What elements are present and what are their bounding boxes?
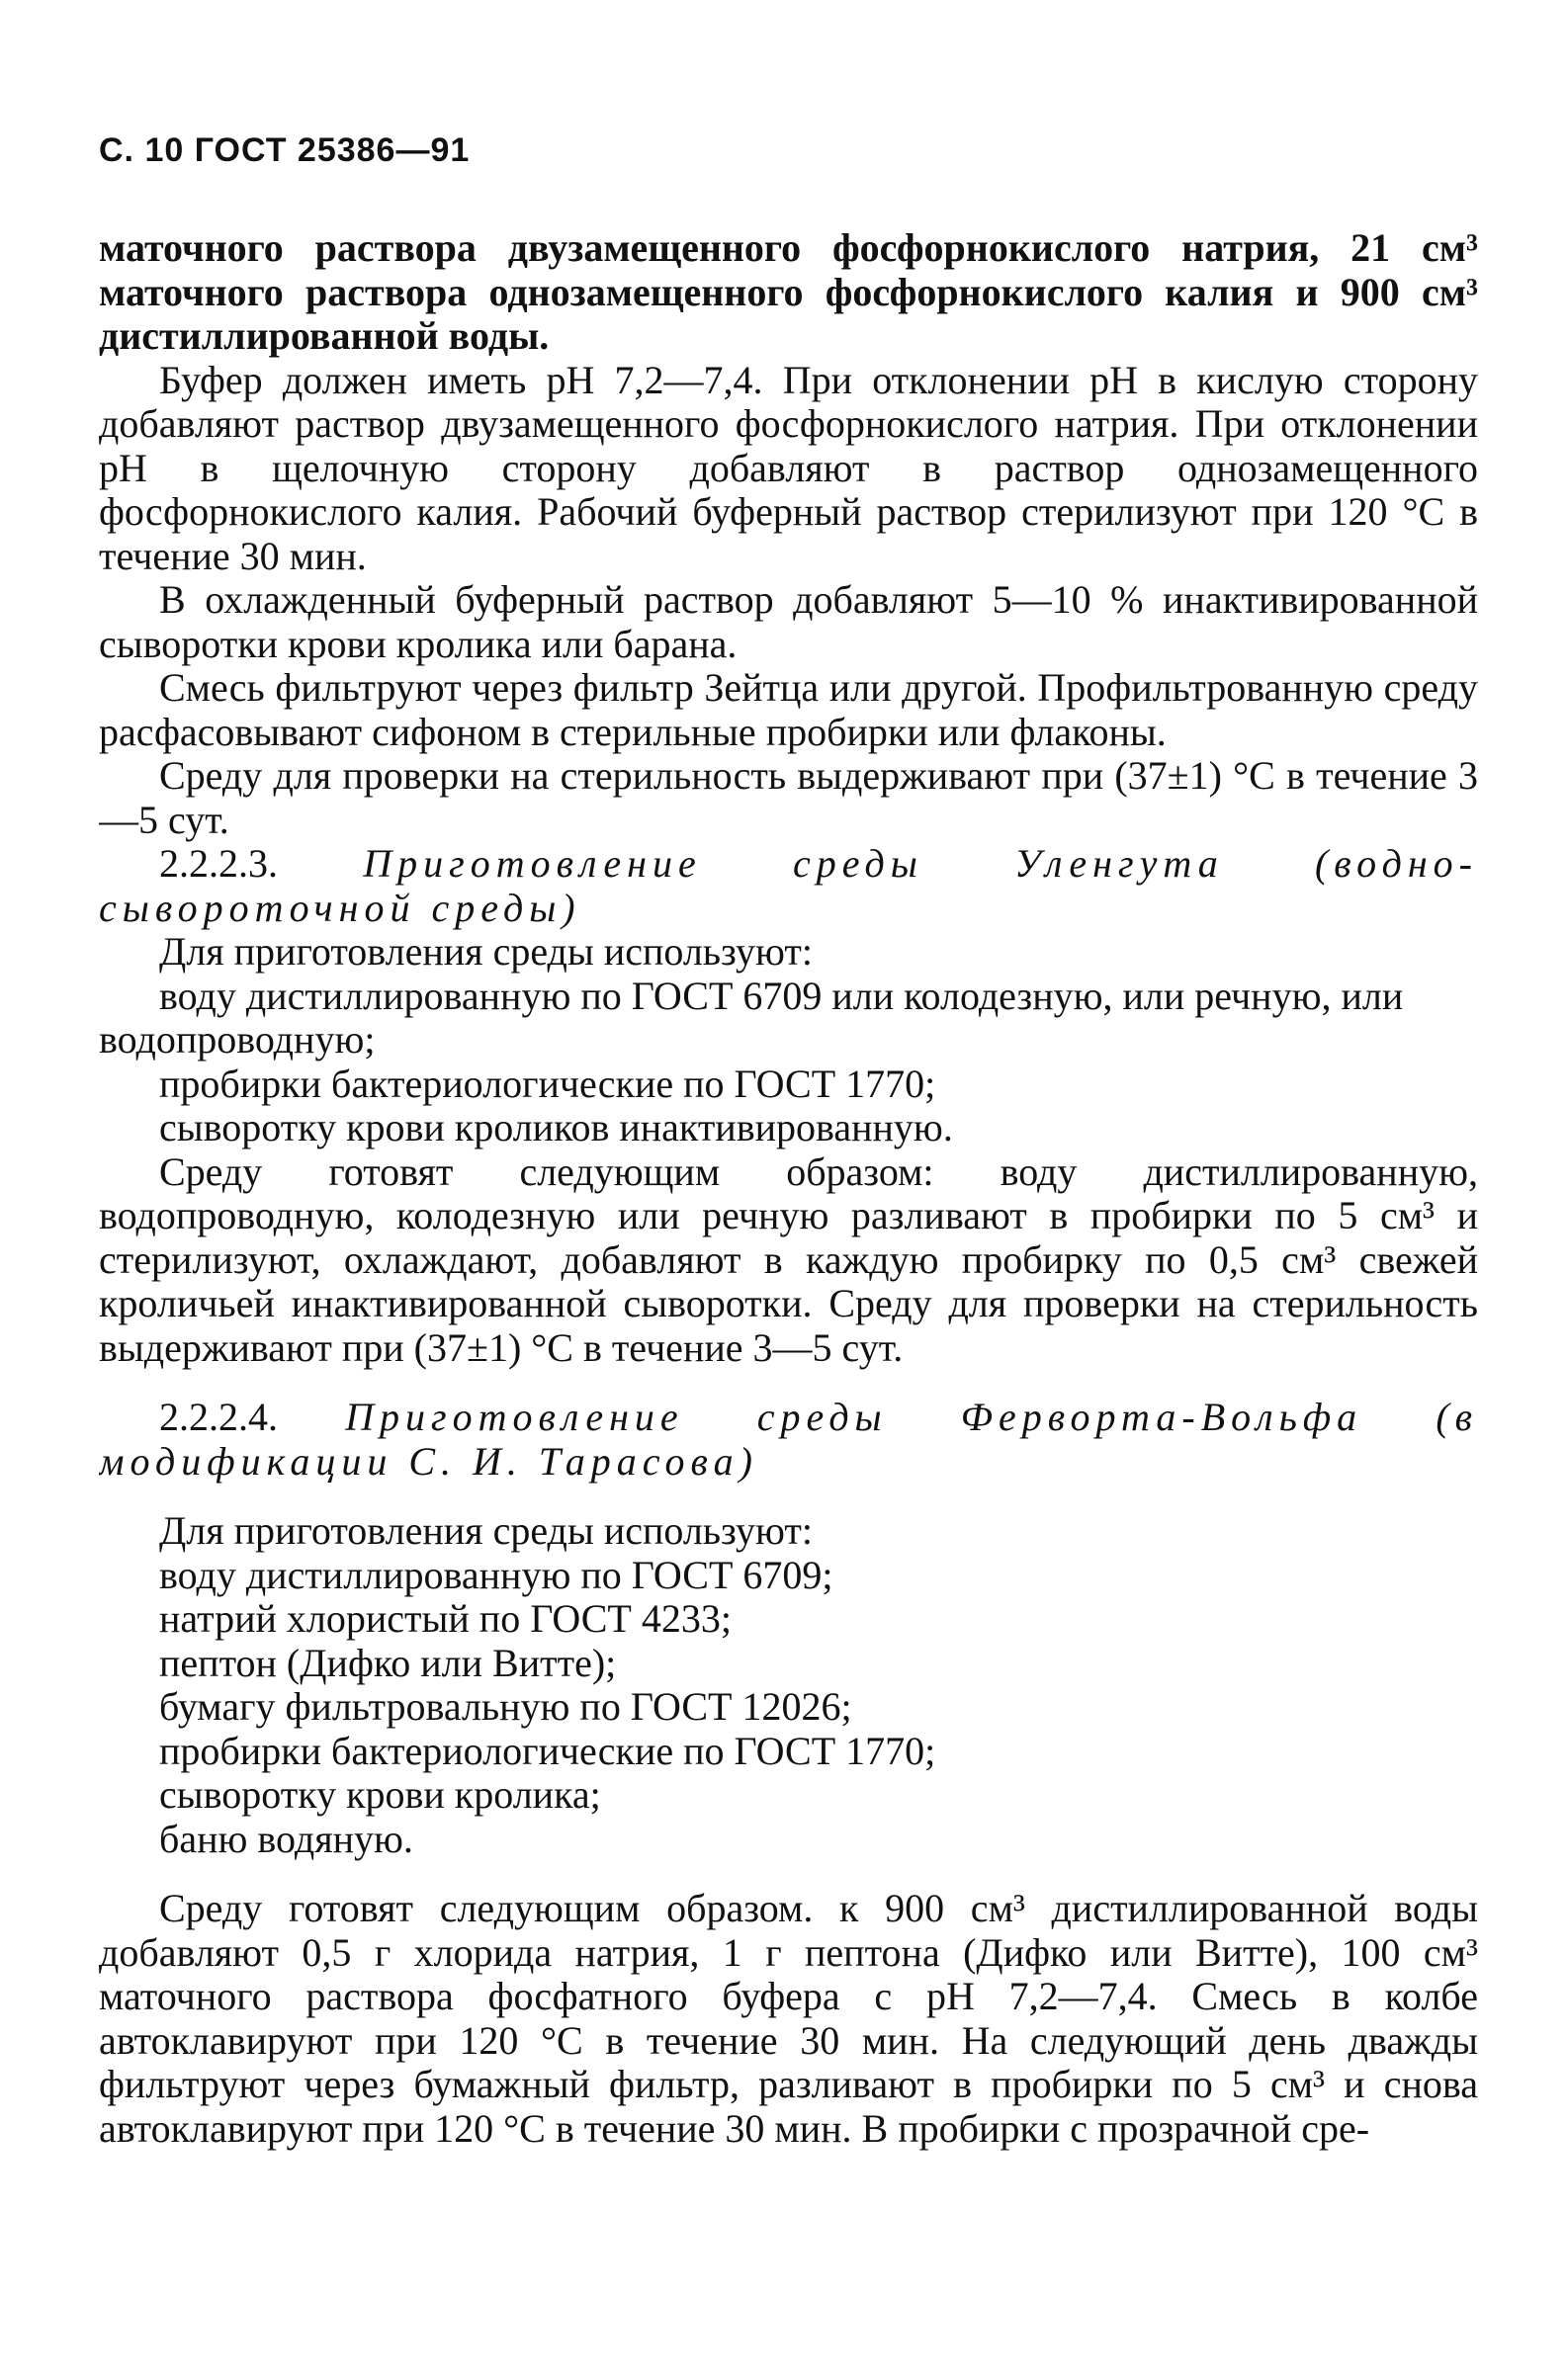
page-header: С. 10 ГОСТ 25386—91 (99, 131, 471, 169)
paragraph-filtering: Смесь фильтруют через фильтр Зейтца или другой. Профильтрованную среду расфасовывают сифоном в стерильные пробирки или флаконы. (99, 665, 1478, 754)
list-intro: Для приготовления среды используют: (159, 929, 813, 974)
section-2223-heading (99, 842, 1478, 930)
section-2224-materials (99, 1509, 1478, 1861)
list-item: воду дистиллированную по ГОСТ 6709 или колодезную, или речную, или водопроводную; (99, 973, 1404, 1062)
section-2224-heading (99, 1396, 1478, 1484)
paragraph-buffer-ph: Буфер должен иметь pH 7,2—7,4. При отклонении pH в кислую сторону добавляют раствор двузамещенного фосфорнокислого натрия. При отклонении pH в щелочную сторону добавляют в раствор однозамещенного фосфорнокислого калия. Рабочий буферный раствор стерилизуют при 120 °С в течение 30 мин. (99, 357, 1478, 578)
section-2223-materials (99, 930, 1478, 1150)
section-number: 2.2.2.4. (159, 1395, 278, 1439)
list-item: сыворотку крови кролика; (159, 1772, 601, 1817)
section-2223-body: Среду готовят следующим образом: воду дистиллированную, водопроводную, колодезную или речную разливают в пробирки по 5 см³ и стерилизуют, охлаждают, добавляют в каждую пробирку по 0,5 см³ свежей кроличьей инактивированной сыворотки. Среду для проверки на стерильность выдерживают при (37±1) °С в течение 3—5 сут. (99, 1148, 1478, 1370)
list-intro: Для приготовления среды используют: (159, 1508, 813, 1553)
page-content (99, 128, 1478, 2333)
list-item: пробирки бактериологические по ГОСТ 1770; (159, 1728, 936, 1773)
list-item: сыворотку крови кроликов инактивированную. (159, 1105, 953, 1149)
paragraph-sterility: Среду для проверки на стерильность выдерживают при (37±1) °С в течение 3—5 сут. (99, 753, 1478, 842)
list-item: пробирки бактериологические по ГОСТ 1770; (159, 1061, 936, 1106)
section-title: Приготовление среды Ферворта-Вольфа (в модификации С. И. Тарасова) (99, 1395, 1478, 1484)
section-number: 2.2.2.3. (159, 841, 278, 886)
paragraph-continuation: маточного раствора двузамещенного фосфорнокислого натрия, 21 см³ маточного раствора однозамещенного фосфорнокислого калия и 900 см³ дистиллированной воды. (99, 225, 1478, 358)
list-item: воду дистиллированную по ГОСТ 6709; (159, 1552, 833, 1597)
paragraph-serum: В охлажденный буферный раствор добавляют 5—10 % инактивированной сыворотки крови кролика или барана. (99, 577, 1478, 666)
list-item: баню водяную. (159, 1816, 413, 1861)
list-item: натрий хлористый по ГОСТ 4233; (159, 1596, 732, 1641)
section-2224-body: Среду готовят следующим образом. к 900 см³ дистиллированной воды добавляют 0,5 г хлорида натрия, 1 г пептона (Дифко или Витте), 100 см³ маточного раствора фосфатного буфера с pH 7,2—7,4. Смесь в колбе автоклавируют при 120 °С в течение 30 мин. На следующий день дважды фильтруют через бумажный фильтр, разливают в пробирки по 5 см³ и снова автоклавируют при 120 °С в течение 30 мин. В пробирки с прозрачной сре- (99, 1886, 1478, 2151)
list-item: бумагу фильтровальную по ГОСТ 12026; (159, 1684, 852, 1729)
list-item: пептон (Дифко или Витте); (159, 1640, 617, 1685)
section-title: Приготовление среды Уленгута (водно-сывороточной среды) (99, 841, 1478, 930)
